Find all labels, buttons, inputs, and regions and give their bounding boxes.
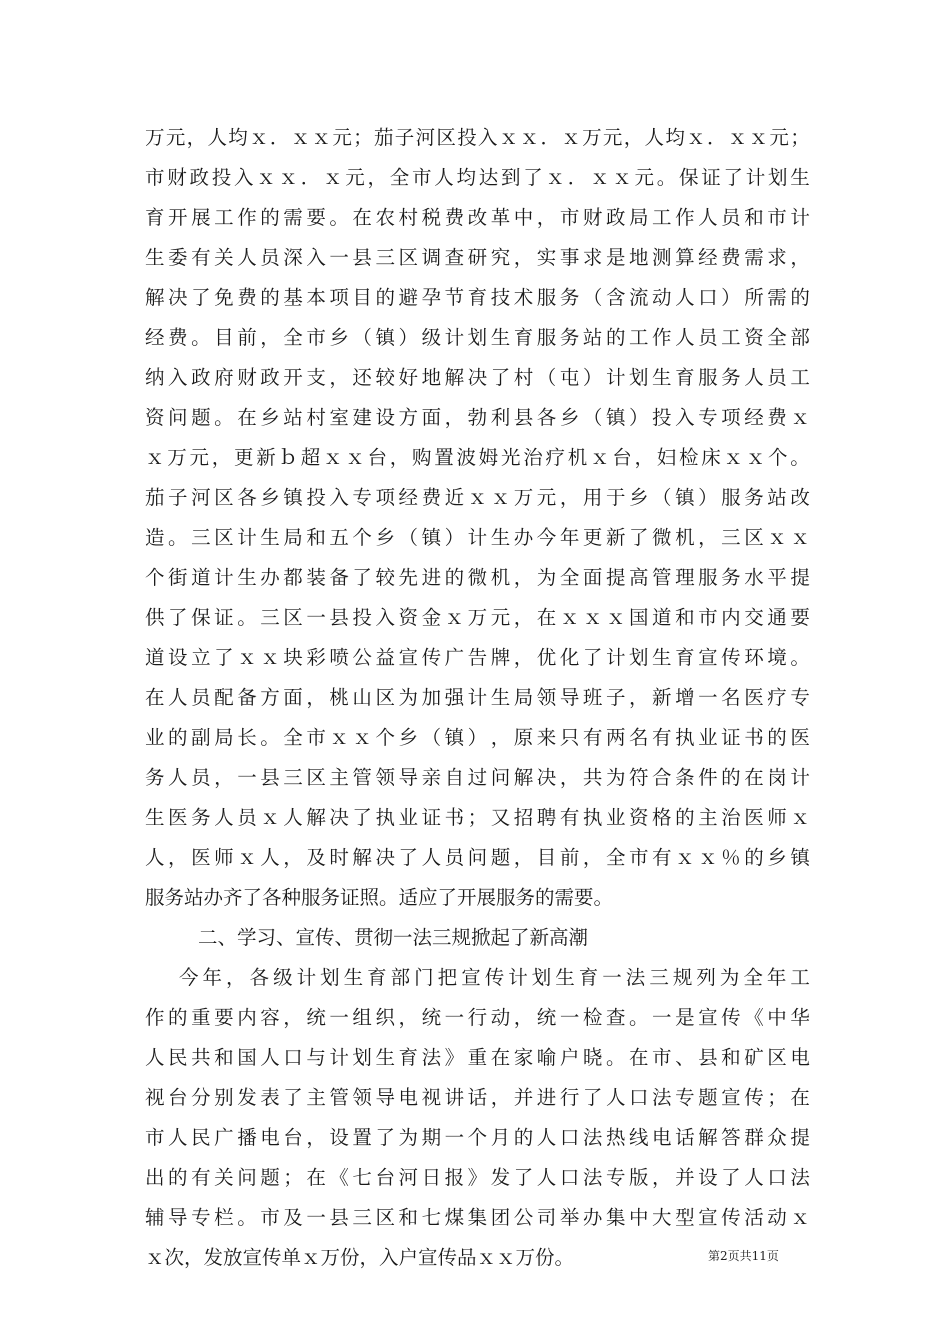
text-line: 生 医 务 人 员 ｘ 人 解 决 了 执 业 证 书 ； 又 招 聘 有 执 业 资 格 的 主 治 医 师 ｘ: [145, 806, 810, 829]
text-line: 生 委 有 关 人 员 深 入 一 县 三 区 调 查 研 究 ， 实 事 求 是 地 测 算 经 费 需 求 ，: [145, 246, 810, 269]
text-line: 市 财 政 投 入 ｘ ｘ ． ｘ 元 ， 全 市 人 均 达 到 了 ｘ ． ｘ ｘ 元 。 保 证 了 计 划 生: [145, 166, 810, 189]
text-line: 茄 子 河 区 各 乡 镇 投 入 专 项 经 费 近 ｘ ｘ 万 元 ， 用 于 乡 （ 镇 ） 服 务 站 改: [145, 486, 810, 509]
text-line: 解 决 了 免 费 的 基 本 项 目 的 避 孕 节 育 技 术 服 务 （ 含 流 动 人 口 ） 所 需 的: [145, 286, 810, 309]
page-number: 第2页共11页: [708, 1249, 779, 1263]
text-line: 纳 入 政 府 财 政 开 支 ， 还 较 好 地 解 决 了 村 （ 屯 ） 计 划 生 育 服 务 人 员 工: [145, 366, 810, 389]
text-line: 造 。 三 区 计 生 局 和 五 个 乡 （ 镇 ） 计 生 办 今 年 更 新 了 微 机 ， 三 区 ｘ ｘ: [145, 526, 810, 549]
text-line: 经 费 。 目 前 ， 全 市 乡 （ 镇 ） 级 计 划 生 育 服 务 站 的 工 作 人 员 工 资 全 部: [145, 326, 810, 349]
text-line: 视 台 分 别 发 表 了 主 管 领 导 电 视 讲 话 ， 并 进 行 了 人 口 法 专 题 宣 传 ； 在: [145, 1086, 810, 1109]
text-line: 人 ， 医 师 ｘ 人 ， 及 时 解 决 了 人 员 问 题 ， 目 前 ， 全 市 有 ｘ ｘ ％ 的 乡 镇: [145, 846, 810, 869]
text-line: 市 人 民 广 播 电 台 ， 设 置 了 为 期 一 个 月 的 人 口 法 热 线 电 话 解 答 群 众 提: [145, 1126, 810, 1149]
text-line: 作 的 重 要 内 容 ， 统 一 组 织 ， 统 一 行 动 ， 统 一 检 查 。 一 是 宣 传 《 中 华: [145, 1006, 810, 1029]
text-line: ｘ 万 元 ， 更 新 ｂ 超 ｘ ｘ 台 ， 购 置 波 姆 光 治 疗 机 ｘ 台 ， 妇 检 床 ｘ ｘ 个 。: [145, 446, 810, 469]
text-line: 育 开 展 工 作 的 需 要 。 在 农 村 税 费 改 革 中 ， 市 财 政 局 工 作 人 员 和 市 计: [145, 206, 810, 229]
text-line: 道 设 立 了 ｘ ｘ 块 彩 喷 公 益 宣 传 广 告 牌 ， 优 化 了 计 划 生 育 宣 传 环 境 。: [145, 646, 810, 669]
text-line-last: ｘ次，发放宣传单ｘ万份，入户宣传品ｘｘ万份。: [145, 1246, 575, 1269]
text-line-last: 服务站办齐了各种服务证照。适应了开展服务的需要。: [145, 886, 614, 909]
text-line: 辅 导 专 栏 。 市 及 一 县 三 区 和 七 煤 集 团 公 司 举 办 集 中 大 型 宣 传 活 动 ｘ: [145, 1206, 810, 1229]
section-heading-text: 二、学习、宣传、贯彻一法三规掀起了新高潮: [198, 926, 589, 949]
text-line: 务 人 员 ， 一 县 三 区 主 管 领 导 亲 自 过 问 解 决 ， 共 为 符 合 条 件 的 在 岗 计: [145, 766, 810, 789]
text-line: 出 的 有 关 问 题 ； 在 《 七 台 河 日 报 》 发 了 人 口 法 专 版 ， 并 设 了 人 口 法: [145, 1166, 810, 1189]
text-line: 业 的 副 局 长 。 全 市 ｘ ｘ 个 乡 （ 镇 ） ， 原 来 只 有 两 名 有 执 业 证 书 的 医: [145, 726, 810, 749]
text-line: 个 街 道 计 生 办 都 装 备 了 较 先 进 的 微 机 ， 为 全 面 提 高 管 理 服 务 水 平 提: [145, 566, 810, 589]
text-line-indented: 今 年 ， 各 级 计 划 生 育 部 门 把 宣 传 计 划 生 育 一 法 三 规 列 为 全 年 工: [179, 966, 810, 989]
text-line: 供 了 保 证 。 三 区 一 县 投 入 资 金 ｘ 万 元 ， 在 ｘ ｘ ｘ 国 道 和 市 内 交 通 要: [145, 606, 810, 629]
text-line: 在 人 员 配 备 方 面 ， 桃 山 区 为 加 强 计 生 局 领 导 班 子 ， 新 增 一 名 医 疗 专: [145, 686, 810, 709]
text-line: 资 问 题 。 在 乡 站 村 室 建 设 方 面 ， 勃 利 县 各 乡 （ 镇 ） 投 入 专 项 经 费 ｘ: [145, 406, 810, 429]
text-line: 人 民 共 和 国 人 口 与 计 划 生 育 法 》 重 在 家 喻 户 晓 。 在 市 、 县 和 矿 区 电: [145, 1046, 810, 1069]
text-line: 万 元 ， 人 均 ｘ ． ｘ ｘ 元 ； 茄 子 河 区 投 入 ｘ ｘ ． ｘ 万 元 ， 人 均 ｘ ． ｘ ｘ 元 ；: [145, 126, 810, 149]
